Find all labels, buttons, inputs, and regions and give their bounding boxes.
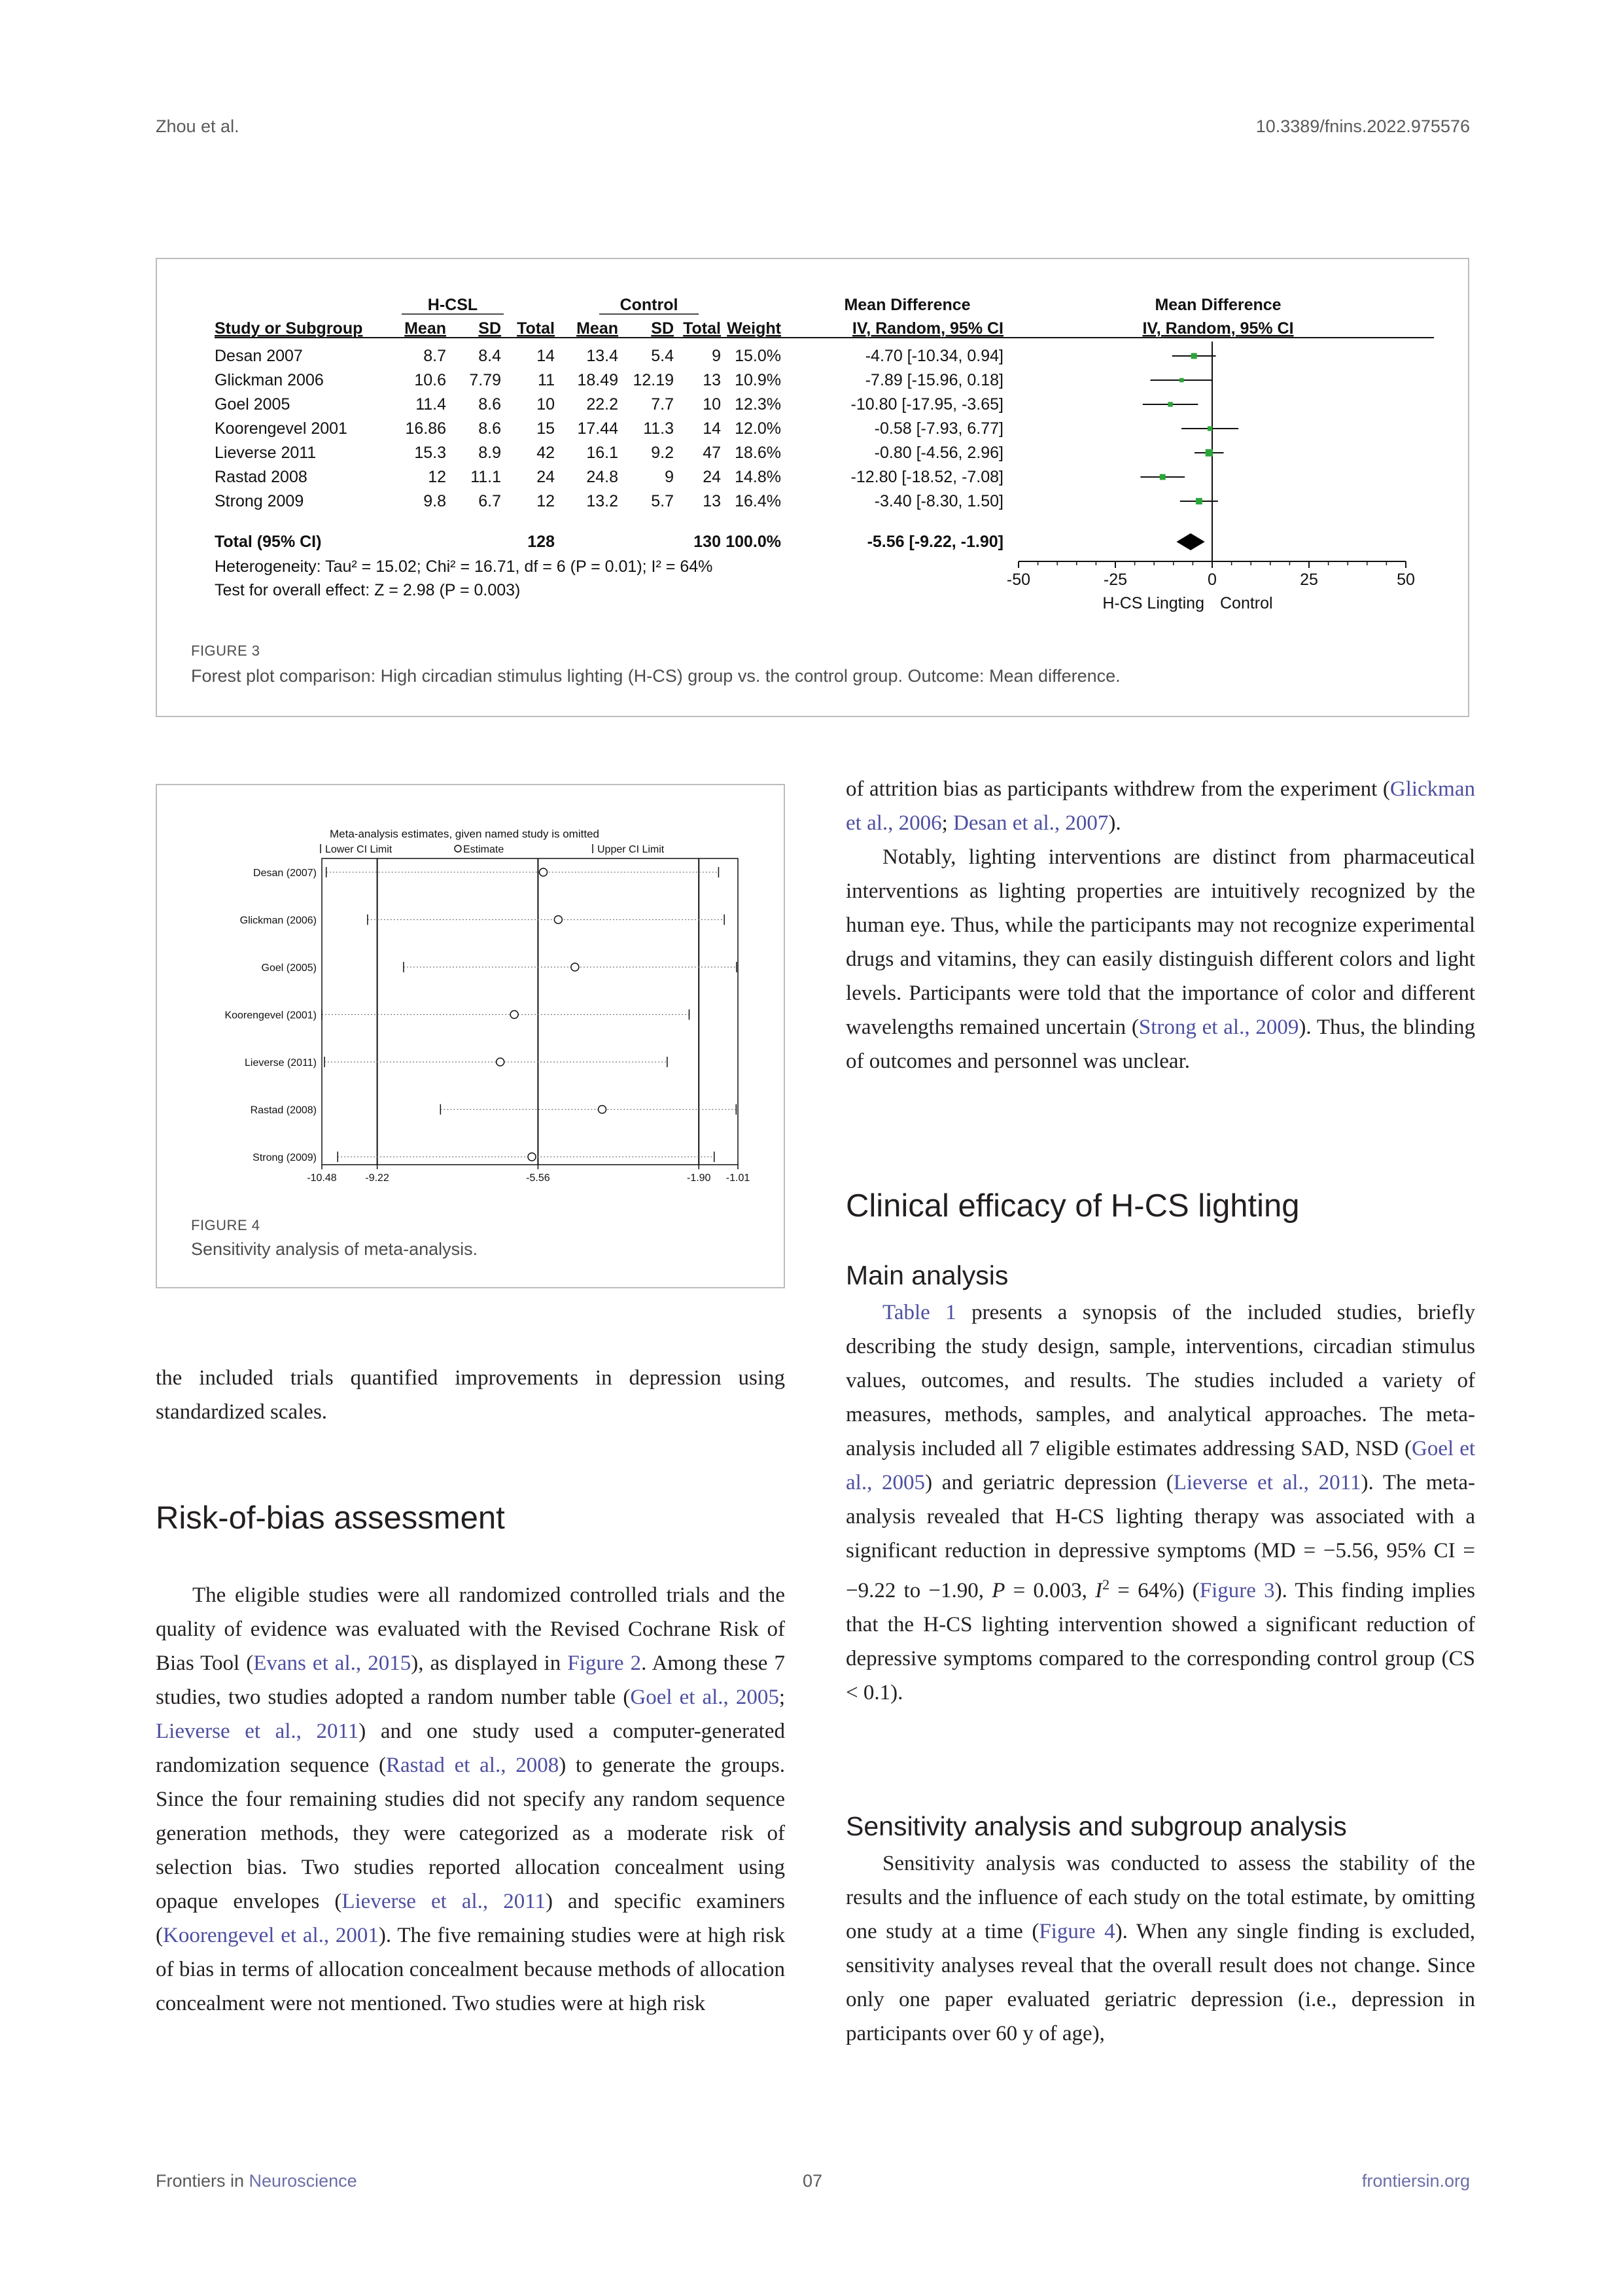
paragraph-sensitivity [846,1846,1475,2051]
table-cell: -0.80 [-4.56, 2.96] [874,444,1003,462]
x-tick-label: -25 [1103,571,1128,589]
table-cell: 6.7 [478,492,501,510]
table-cell: Lieverse 2011 [215,444,317,462]
point-estimate [1179,378,1184,383]
citation-link[interactable]: Goel et al., 2005 [630,1686,779,1709]
citation-link[interactable]: Lieverse et al., 2011 [1173,1471,1361,1494]
text-run: ; [941,811,954,835]
total-n1: 128 [527,533,555,551]
table-cell: 7.7 [651,395,674,414]
citation-link[interactable]: Figure 4 [1039,1920,1115,1943]
superscript: 2 [1102,1576,1110,1593]
text-run: presents a synopsis of the included studies, briefly describing the study design, sample, interventions, circadian stimulus values, outcomes, and results. The studies included a variety of measures, methods, samples, and analytical approaches. The meta-analysis included all 7 eligible estimates addressing SAD, NSD ( [846,1301,1475,1460]
group-header-hcs: H-CSL [427,296,478,314]
citation-link[interactable]: Table 1 [882,1301,956,1324]
study-label: Desan (2007) [253,868,317,879]
citation-link[interactable]: Rastad et al., 2008 [386,1754,559,1777]
text-run: ). [1108,811,1121,835]
table-cell: 14.8% [735,468,781,486]
table-cell: 16.86 [405,419,446,438]
table-cell: 15.3 [414,444,446,462]
x-tick-label: -5.56 [526,1173,550,1184]
table-cell: -12.80 [-18.52, -7.08] [850,468,1003,486]
total-diamond [1176,533,1204,550]
italic-symbol: P [992,1579,1005,1602]
text-run: ) and geriatric depression ( [925,1471,1174,1494]
paragraph-risk-of-bias [156,1578,785,2021]
table-cell: 15.0% [735,347,781,365]
text-run: = 0.003, [1005,1579,1096,1602]
table-cell: 10 [703,395,721,414]
table-cell: -0.58 [-7.93, 6.77] [874,419,1003,438]
table-cell: Goel 2005 [215,395,290,414]
column-header: Total [517,319,555,338]
figure-3-box [156,258,1469,717]
table-cell: 9.8 [423,492,446,510]
legend-estimate: Estimate [463,844,504,855]
text-run: ; [778,1686,785,1709]
table-cell: 10.9% [735,371,781,389]
table-cell: 12.19 [633,371,674,389]
table-cell: 18.6% [735,444,781,462]
x-tick-label: 50 [1397,571,1415,589]
figure-4-box [156,784,785,1288]
text-run: ) and specific examiners ( [156,1890,785,1947]
text-run: Notably, lighting interventions are distinct from pharmaceutical interventions as lighting properties are intuitively recognized by the human eye. Thus, while the participants may not recognize experimental drugs and vitamins, they can easily distinguish different colors and light levels. Participants were told that the importance of color and different wavelengths remained uncertain ( [846,845,1475,1039]
estimate-marker [528,1153,536,1161]
axis-label-right: Control [1220,594,1273,612]
table-cell: 5.7 [651,492,674,510]
table-cell: 11.4 [415,395,446,414]
column-header: Weight [727,319,781,338]
table-cell: Glickman 2006 [215,371,324,389]
forest-plot [157,259,1468,626]
text-run: ). The meta-analysis revealed that H-CS lighting therapy was associated with a significant reduction in depressive symptoms (MD = −5.56, 95% CI = −9.22 to −1.90, [846,1471,1475,1602]
text-run: ). Thus, the blinding of outcomes and personnel was unclear. [846,1016,1475,1073]
table-cell: 42 [536,444,555,462]
point-estimate [1208,426,1212,431]
table-cell: 18.49 [577,371,618,389]
point-estimate [1206,449,1213,456]
column-header: Study or Subgroup [215,319,363,338]
footer-journal: Frontiers in Neuroscience [156,2171,357,2191]
study-label: Goel (2005) [261,963,317,974]
table-cell: 12 [428,468,446,486]
table-cell: 9 [712,347,721,365]
table-cell: -4.70 [-10.34, 0.94] [865,347,1003,365]
table-cell: 24 [536,468,555,486]
table-cell: -10.80 [-17.95, -3.65] [850,395,1003,414]
group-header-control: Control [620,296,678,314]
text-run: of attrition bias as participants withdrew from the experiment ( [846,777,1390,801]
table-cell: 11.1 [470,468,501,486]
column-header: SD [478,319,501,338]
table-cell: 16.1 [586,444,618,462]
paragraph-trials: the included trials quantified improvements in depression using standardized scales. [156,1366,785,1424]
overall-effect-text: Test for overall effect: Z = 2.98 (P = 0.003) [215,581,521,599]
study-label: Lieverse (2011) [245,1057,317,1069]
text-run: . Among these 7 studies, two studies adopted a random number table ( [156,1651,786,1709]
text-run: ). The five remaining studies were at high risk of bias in terms of allocation concealment because methods of allocation concealment were not mentioned. Two studies were at high risk [156,1924,786,2015]
running-header-authors: Zhou et al. [156,116,239,136]
table-cell: 12.3% [735,395,781,414]
table-cell: 12 [536,492,555,510]
total-n2: 130 [693,533,721,551]
table-cell: 12.0% [735,419,781,438]
total-label: Total (95% CI) [215,533,322,551]
table-cell: 14 [703,419,721,438]
paragraph-main-analysis [846,1296,1475,1710]
x-tick-label: -1.01 [725,1173,750,1184]
x-tick-label: -10.48 [307,1173,337,1184]
estimate-marker [497,1058,504,1066]
point-estimate [1191,353,1197,359]
table-cell: 8.4 [478,347,501,365]
heading-sensitivity-analysis: Sensitivity analysis and subgroup analysis [846,1811,1347,1841]
paragraph-attrition [846,772,1475,1078]
table-cell: 8.7 [423,347,446,365]
text-run: ). When any single finding is excluded, sensitivity analyses reveal that the overall result does not change. Since only one paper evaluated geriatric depression (i.e., depression in participants over 60 y of age), [846,1920,1475,2045]
estimate-marker [598,1106,606,1114]
heading-main-analysis: Main analysis [846,1260,1009,1290]
chart-title: Meta-analysis estimates, given named study is omitted [330,828,599,840]
table-cell: 17.44 [577,419,618,438]
axis-label-left: H-CS Lingting [1102,594,1204,612]
table-cell: Strong 2009 [215,492,304,510]
legend-estimate-marker [455,845,461,852]
footer-page-number: 07 [803,2171,823,2191]
citation-link[interactable]: Figure 2 [567,1651,642,1675]
figure-4-label: FIGURE 4 [191,1217,260,1233]
point-estimate [1160,474,1166,480]
citation-link[interactable]: Koorengevel et al., 2001 [163,1924,379,1947]
table-cell: 13.2 [586,492,618,510]
text-run: Sensitivity analysis was conducted to assess the stability of the results and the influence of each study on the total estimate, by omitting one study at a time ( [846,1852,1475,1943]
x-tick-label: -9.22 [365,1173,389,1184]
column-header: Total [683,319,721,338]
figure-3-caption: Forest plot comparison: High circadian stimulus lighting (H-CS) group vs. the control group. Outcome: Mean difference. [191,666,1121,686]
running-header-doi: 10.3389/fnins.2022.975576 [1255,116,1470,136]
heading-clinical-efficacy: Clinical efficacy of H-CS lighting [846,1188,1300,1224]
group-header-md: Mean Difference [844,296,971,314]
table-cell: Desan 2007 [215,347,303,365]
table-cell: Rastad 2008 [215,468,307,486]
text-run: ) and one study used a computer-generated randomization sequence ( [156,1720,785,1777]
total-weight: 100.0% [725,533,781,551]
total-ci: -5.56 [-9.22, -1.90] [867,533,1003,551]
table-cell: 10.6 [414,371,446,389]
text-run: ) to generate the groups. Since the four remaining studies did not specify any random sequence generation methods, they were categorized as a moderate risk of selection bias. Two studies reported allocation concealment using opaque envelopes ( [156,1754,785,1913]
column-header: SD [651,319,674,338]
citation-link[interactable]: Evans et al., 2015 [253,1651,411,1675]
study-label: Rastad (2008) [250,1104,317,1116]
text-run: ), as displayed in [411,1651,568,1675]
figure-3-label: FIGURE 3 [191,643,260,659]
footer-site[interactable]: frontiersin.org [1361,2171,1470,2191]
column-header: Mean [576,319,618,338]
table-cell: 8.6 [478,419,501,438]
estimate-marker [510,1011,518,1019]
heterogeneity-text: Heterogeneity: Tau² = 15.02; Chi² = 16.71, df = 6 (P = 0.01); I² = 64% [215,557,713,576]
table-cell: 13.4 [586,347,618,365]
estimate-marker [554,916,562,924]
column-header: Mean [404,319,446,338]
table-cell: 8.6 [478,395,501,414]
table-cell: 14 [536,347,555,365]
table-cell: 11.3 [643,419,674,438]
column-header: IV, Random, 95% CI [1142,319,1294,338]
table-cell: 13 [703,371,721,389]
table-cell: 24.8 [586,468,618,486]
heading-risk-of-bias: Risk-of-bias assessment [156,1500,505,1536]
estimate-marker [571,963,579,971]
citation-link[interactable]: Glickman et al., 2006 [846,777,1475,835]
table-cell: 5.4 [651,347,674,365]
point-estimate [1196,498,1202,504]
citation-link[interactable]: Strong et al., 2009 [1138,1016,1299,1039]
column-header: IV, Random, 95% CI [852,319,1003,338]
table-cell: 9.2 [651,444,674,462]
table-cell: 8.9 [478,444,501,462]
citation-link[interactable]: Lieverse et al., 2011 [341,1890,546,1913]
table-cell: Koorengevel 2001 [215,419,347,438]
table-cell: 10 [536,395,555,414]
table-cell: 7.79 [469,371,501,389]
citation-link[interactable]: Figure 3 [1199,1579,1275,1602]
table-cell: 13 [703,492,721,510]
citation-link[interactable]: Goel et al., 2005 [846,1437,1476,1494]
table-cell: 22.2 [586,395,618,414]
table-cell: 9 [665,468,674,486]
table-cell: 16.4% [735,492,781,510]
citation-link[interactable]: Desan et al., 2007 [953,811,1109,835]
study-label: Glickman (2006) [239,915,317,927]
legend-lower: Lower CI Limit [325,844,393,855]
table-cell: 11 [538,371,555,389]
x-tick-label: 25 [1300,571,1318,589]
x-tick-label: -1.90 [686,1173,711,1184]
study-label: Koorengevel (2001) [224,1010,317,1021]
table-cell: -3.40 [-8.30, 1.50] [874,492,1003,510]
text-run: ). This finding implies that the H-CS lighting intervention showed a significant reduction of depressive symptoms compared to the corresponding control group (CS < 0.1). [846,1579,1475,1704]
italic-symbol: I [1095,1579,1103,1602]
x-tick-label: -50 [1006,571,1031,589]
text-run: The eligible studies were all randomized controlled trials and the quality of evidence was evaluated with the Revised Cochrane Risk of Bias Tool ( [156,1583,785,1675]
table-cell: 15 [536,419,555,438]
point-estimate [1168,402,1172,406]
table-cell: 24 [703,468,721,486]
text-run: = 64%) ( [1109,1579,1200,1602]
x-tick-label: 0 [1208,571,1217,589]
figure-4-caption: Sensitivity analysis of meta-analysis. [191,1239,478,1259]
plot-frame [322,858,738,1165]
sensitivity-plot [157,785,784,1204]
table-cell: 47 [703,444,721,462]
legend-upper: Upper CI Limit [597,844,665,855]
study-label: Strong (2009) [253,1152,317,1163]
group-header-md-plot: Mean Difference [1155,296,1282,314]
table-cell: -7.89 [-15.96, 0.18] [865,371,1003,389]
citation-link[interactable]: Lieverse et al., 2011 [156,1720,359,1743]
estimate-marker [539,868,547,876]
